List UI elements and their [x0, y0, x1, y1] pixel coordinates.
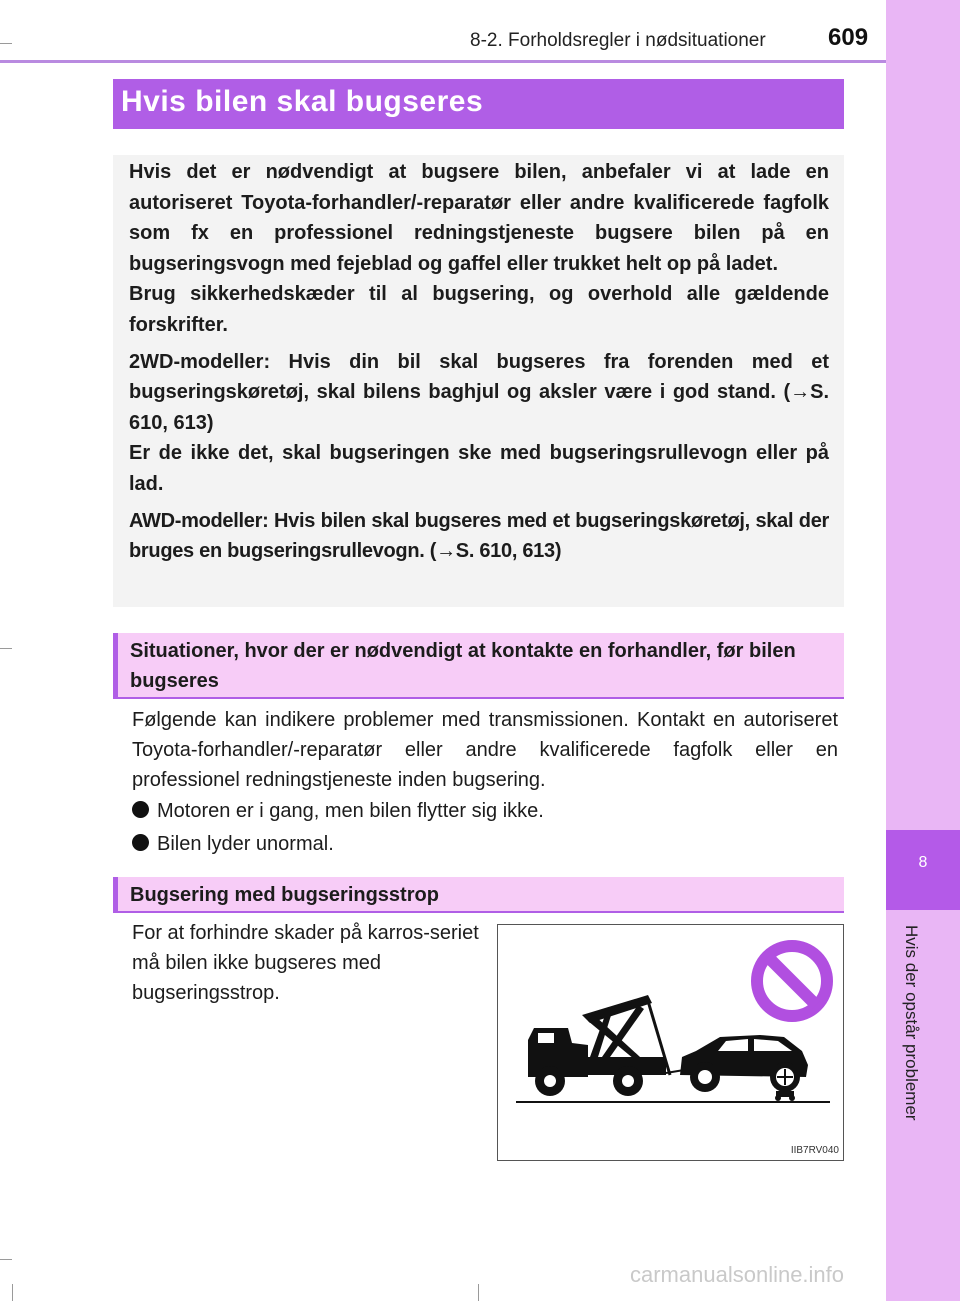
towed-car-icon	[680, 1035, 808, 1101]
list-item	[132, 796, 544, 826]
crop-mark	[0, 648, 12, 649]
notice-paragraph: 2WD-modeller: Hvis din bil skal bugseres fra forenden med et bugseringskøretøj, skal bilens baghjul og aksler være i god stand. (→S. 610, 613)	[129, 350, 829, 434]
prohibited-icon	[757, 946, 827, 1016]
bullet-icon	[132, 801, 149, 818]
notice-paragraph: Er de ikke det, skal bugseringen ske med bugseringsrullevogn eller på lad.	[129, 442, 829, 495]
crop-mark	[478, 1284, 479, 1301]
crop-mark	[0, 43, 12, 44]
crop-mark	[12, 1284, 13, 1301]
watermark: carmanualsonline.info	[630, 1262, 845, 1287]
towing-illustration	[497, 924, 844, 1161]
strap-paragraph: For at forhindre skader på karros-seriet må bilen ikke bugseres med bugseringsstrop.	[132, 922, 479, 1004]
notice-paragraph: Brug sikkerhedskæder til al bugsering, og overhold alle gældende forskrifter.	[129, 283, 829, 336]
crop-mark	[0, 1259, 12, 1260]
figure-code: IIB7RV040	[790, 1145, 839, 1156]
page-title: Hvis bilen skal bugseres	[113, 79, 844, 129]
list-item-text: Motoren er i gang, men bilen flytter sig ikke.	[157, 800, 544, 822]
page-number: 609	[828, 24, 869, 51]
running-header: 8-2. Forholdsregler i nødsituationer	[470, 30, 766, 51]
list-item-text: Bilen lyder unormal.	[157, 833, 334, 855]
subheading-strap: Bugsering med bugseringsstrop	[113, 877, 844, 913]
situations-intro: Følgende kan indikere problemer med transmissionen. Kontakt en autoriseret Toyota-forhandler/-reparatør eller andre kvalificerede fagfolk eller en professionel redningstjeneste inden bugsering.	[132, 709, 838, 791]
chapter-title-vertical: Hvis der opstår problemer	[902, 925, 921, 1121]
header-divider	[0, 60, 886, 63]
towing-illustration-drawing	[498, 925, 843, 1160]
notice-box	[113, 155, 844, 607]
subheading-situations: Situationer, hvor der er nødvendigt at kontakte en forhandler, før bilen bugseres	[113, 633, 844, 699]
chapter-number-tab[interactable]: 8	[886, 830, 960, 910]
notice-paragraph: AWD-modeller: Hvis bilen skal bugseres med et bugseringskøretøj, skal der bruges en bugseringsrullevogn. (→S. 610, 613)	[129, 509, 829, 563]
tow-truck-icon	[528, 995, 670, 1096]
notice-paragraph: Hvis det er nødvendigt at bugsere bilen, anbefaler vi at lade en autoriseret Toyota-forhandler/-reparatør eller andre kvalificerede fagfolk som fx en professionel redningstjeneste bugsere bilen på en bugseringsvogn med fejeblad og gaffel eller trukket helt op på ladet.	[129, 161, 829, 275]
bullet-icon	[132, 834, 149, 851]
list-item	[132, 829, 334, 859]
